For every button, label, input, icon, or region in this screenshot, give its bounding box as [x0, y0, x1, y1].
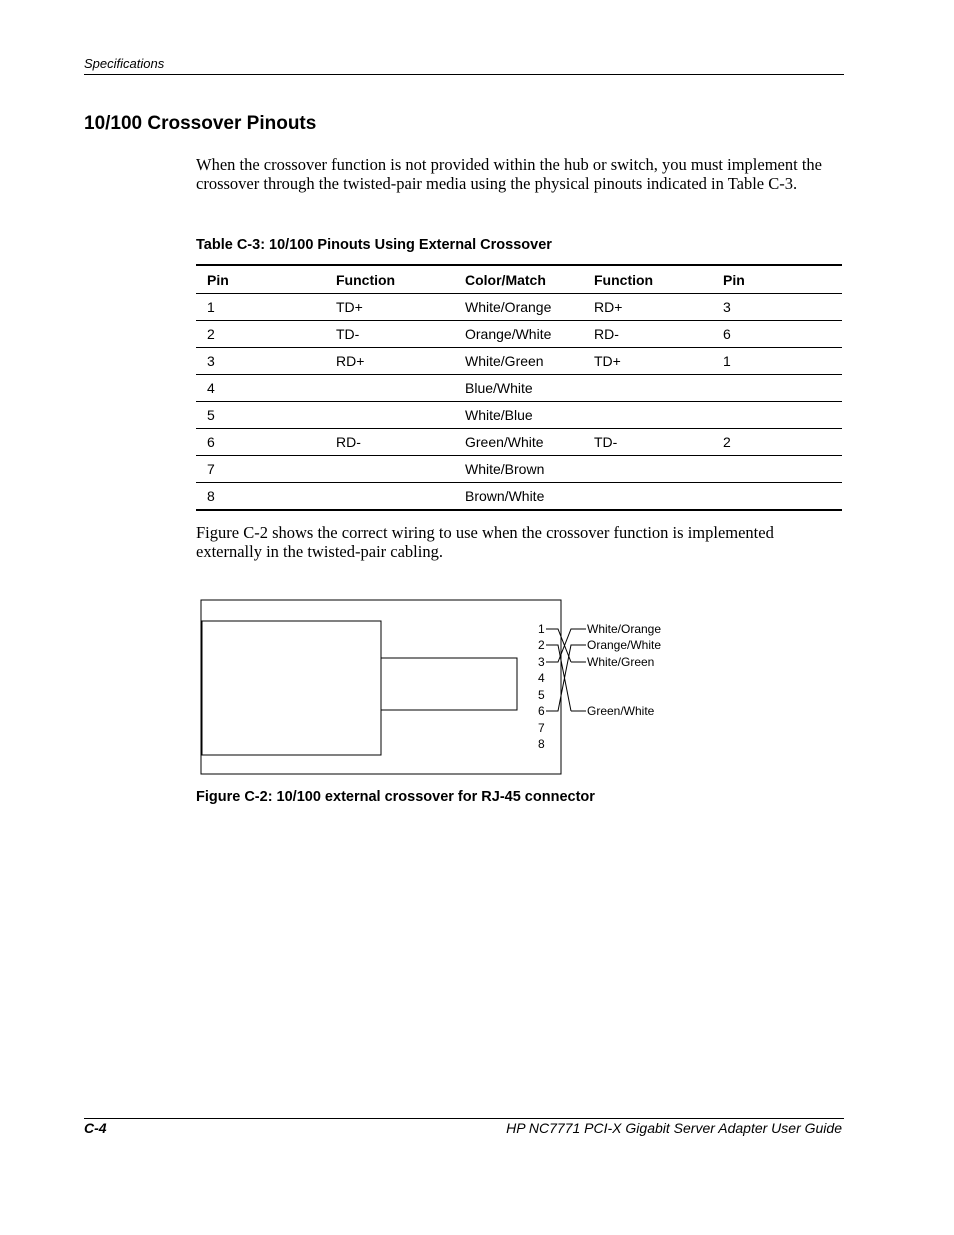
table-cell: White/Green	[454, 348, 583, 375]
table-cell: TD-	[583, 429, 712, 456]
table-cell: 5	[196, 402, 325, 429]
table-cell: RD+	[583, 294, 712, 321]
table-cell	[325, 402, 454, 429]
table-cell	[325, 456, 454, 483]
table-cell: RD+	[325, 348, 454, 375]
figure-caption: Figure C-2: 10/100 external crossover for RJ-45 connector	[196, 789, 595, 805]
table-cell	[583, 375, 712, 402]
table-cell	[712, 402, 842, 429]
table-cell: 6	[196, 429, 325, 456]
connector-body	[202, 621, 381, 755]
pin-number: 3	[538, 655, 545, 669]
running-head: Specifications	[84, 56, 165, 71]
intro-paragraph: When the crossover function is not provided within the hub or switch, you must implement the crossover through the twisted-pair media using the physical pinouts indicated in Table C-3.	[196, 155, 822, 193]
table-cell: 3	[196, 348, 325, 375]
table-row	[196, 483, 842, 511]
pin-number: 1	[538, 622, 545, 636]
table-cell	[583, 483, 712, 511]
table-cell: TD-	[325, 321, 454, 348]
figure-ref-paragraph: Figure C-2 shows the correct wiring to use when the crossover function is implemented externally in the twisted-pair cabling.	[196, 523, 774, 561]
header-function: Function	[325, 265, 454, 294]
table-header-row	[196, 265, 842, 294]
table-cell: 3	[712, 294, 842, 321]
wire-label: Green/White	[587, 704, 655, 718]
table-cell: Orange/White	[454, 321, 583, 348]
table-cell: RD-	[325, 429, 454, 456]
table-cell	[583, 402, 712, 429]
pin-number: 8	[538, 737, 545, 751]
pin-number: 2	[538, 638, 545, 652]
table-cell: 4	[196, 375, 325, 402]
wire-label: White/Orange	[587, 622, 662, 636]
pinouts-table	[196, 264, 842, 511]
table-row	[196, 429, 842, 456]
table-cell: 2	[712, 429, 842, 456]
table-cell: 6	[712, 321, 842, 348]
table-cell	[712, 456, 842, 483]
table-row	[196, 402, 842, 429]
table-cell: 1	[196, 294, 325, 321]
wire-pin2	[546, 645, 571, 711]
table-cell: RD-	[583, 321, 712, 348]
crossover-diagram	[196, 578, 686, 780]
table-row	[196, 294, 842, 321]
table-row	[196, 456, 842, 483]
wire-label: White/Green	[587, 655, 655, 669]
page-number: C-4	[84, 1120, 107, 1136]
header-pin-2: Pin	[712, 265, 842, 294]
pin-number: 5	[538, 688, 545, 702]
crossover-wires	[546, 629, 586, 711]
table-row	[196, 321, 842, 348]
header-function-2: Function	[583, 265, 712, 294]
crossover-figure	[196, 578, 686, 780]
wire-pin6	[546, 645, 586, 711]
table-cell	[325, 375, 454, 402]
table-cell: TD+	[583, 348, 712, 375]
table-cell	[583, 456, 712, 483]
table-cell	[712, 375, 842, 402]
table-cell: TD+	[325, 294, 454, 321]
pin-number: 4	[538, 671, 545, 685]
table-row	[196, 348, 842, 375]
table-row	[196, 375, 842, 402]
table-cell: Brown/White	[454, 483, 583, 511]
header-rule	[84, 74, 844, 75]
table-cell	[325, 483, 454, 511]
table-cell: White/Orange	[454, 294, 583, 321]
table-cell: White/Blue	[454, 402, 583, 429]
pin-number: 7	[538, 721, 545, 735]
wire-label: Orange/White	[587, 638, 662, 652]
table-cell: Green/White	[454, 429, 583, 456]
table-cell: 8	[196, 483, 325, 511]
table-cell: 1	[712, 348, 842, 375]
header-color-match: Color/Match	[454, 265, 583, 294]
table-cell: White/Brown	[454, 456, 583, 483]
table-cell: Blue/White	[454, 375, 583, 402]
connector-plug	[381, 658, 517, 710]
guide-title: HP NC7771 PCI-X Gigabit Server Adapter User Guide	[506, 1120, 842, 1136]
pin-number: 6	[538, 704, 545, 718]
header-pin: Pin	[196, 265, 325, 294]
table-cell	[712, 483, 842, 511]
table-caption: Table C-3: 10/100 Pinouts Using External Crossover	[196, 237, 552, 253]
footer-rule	[84, 1118, 844, 1119]
table-cell: 7	[196, 456, 325, 483]
section-title: 10/100 Crossover Pinouts	[84, 113, 317, 134]
table-cell: 2	[196, 321, 325, 348]
